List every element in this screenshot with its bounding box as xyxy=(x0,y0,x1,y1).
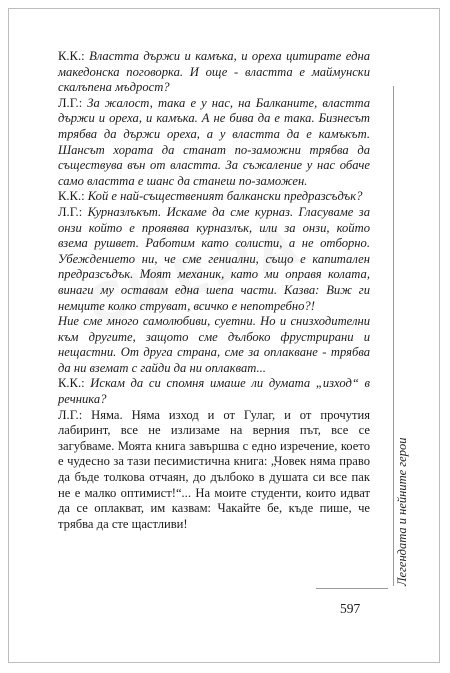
dialogue-text: Властта държи и камъка, и ореха цитирате една македонска поговорка. И още - властта е маймунски скалъпена мъдрост? xyxy=(58,49,370,95)
dialogue-line xyxy=(58,314,370,376)
dialogue-line xyxy=(58,408,370,533)
dialogue-line xyxy=(58,189,370,205)
speaker-label: К.К.: xyxy=(58,49,85,63)
page-number: 597 xyxy=(340,601,361,616)
speaker-label: Л.Г.: xyxy=(58,95,83,110)
dialogue-text: Ние сме много самолюбиви, суетни. Но и снизходителни към другите, защото сме дълбоко фрустрирани и нещастни. От друга страна, сме за оплакване - трябва да ни вземат с гайди да ни оплакват... xyxy=(58,314,370,375)
speaker-label: К.К.: xyxy=(58,189,85,204)
dialogue-line xyxy=(58,376,370,407)
dialogue-text: Курназлъкът. Искаме да сме курназ. Гласуваме за онзи който е проявява курназлък, или за онзи, който взема рушвет. Работим като солисти, а не отборно. Убеждението ни, че сме гениални, също е капитален предразсъдък. Моят механик, като ми оправя колата, винаги му оставам една шепа части. Казва: Виж ги немците колко струват, всичко е непотребно?! xyxy=(58,204,370,313)
dialogue-text: За жалост, така е у нас, на Балканите, властта държи и ореха, и камъка. А не бива да е така. Бизнесът трябва да държи ореха, а у властта да е камъкът. Шансът хората да станат по-заможни трябва да съществува вън от властта. За съжаление у нас обаче само властта е шанс да станеш по-заможен. xyxy=(58,95,370,188)
dialogue-text: Няма. Няма изход и от Гулаг, и от прочутия лабиринт, все не излизаме на верния път, все се загубваме. Моята книга завършва с едно изречение, което е чудесно за тази песимистична книга: „Човек няма право да бъде толкова отчаян, до дълбоко в душата си все пак не е малко оптимист!“... На моите студенти, които идват да се оплакват, им казвам: Чакайте бе, къде пише, че трябва да сте щастливи! xyxy=(58,407,370,531)
page-body xyxy=(58,49,370,532)
running-title: Легендата и нейните герои xyxy=(395,437,409,586)
dialogue-text: Кой е най-съществeният балкански предразсъдък? xyxy=(87,189,363,204)
dialogue-line xyxy=(58,205,370,314)
speaker-label: Л.Г.: xyxy=(58,407,83,422)
dialogue-line xyxy=(58,96,370,190)
speaker-label: К.К.: xyxy=(58,376,85,391)
side-rule xyxy=(393,86,394,586)
dialogue-line xyxy=(58,49,370,96)
speaker-label: Л.Г.: xyxy=(58,204,83,219)
footer-rule xyxy=(316,588,388,589)
dialogue-text: Искам да си спомня имаше ли думата „изход“ в речника? xyxy=(58,376,370,407)
